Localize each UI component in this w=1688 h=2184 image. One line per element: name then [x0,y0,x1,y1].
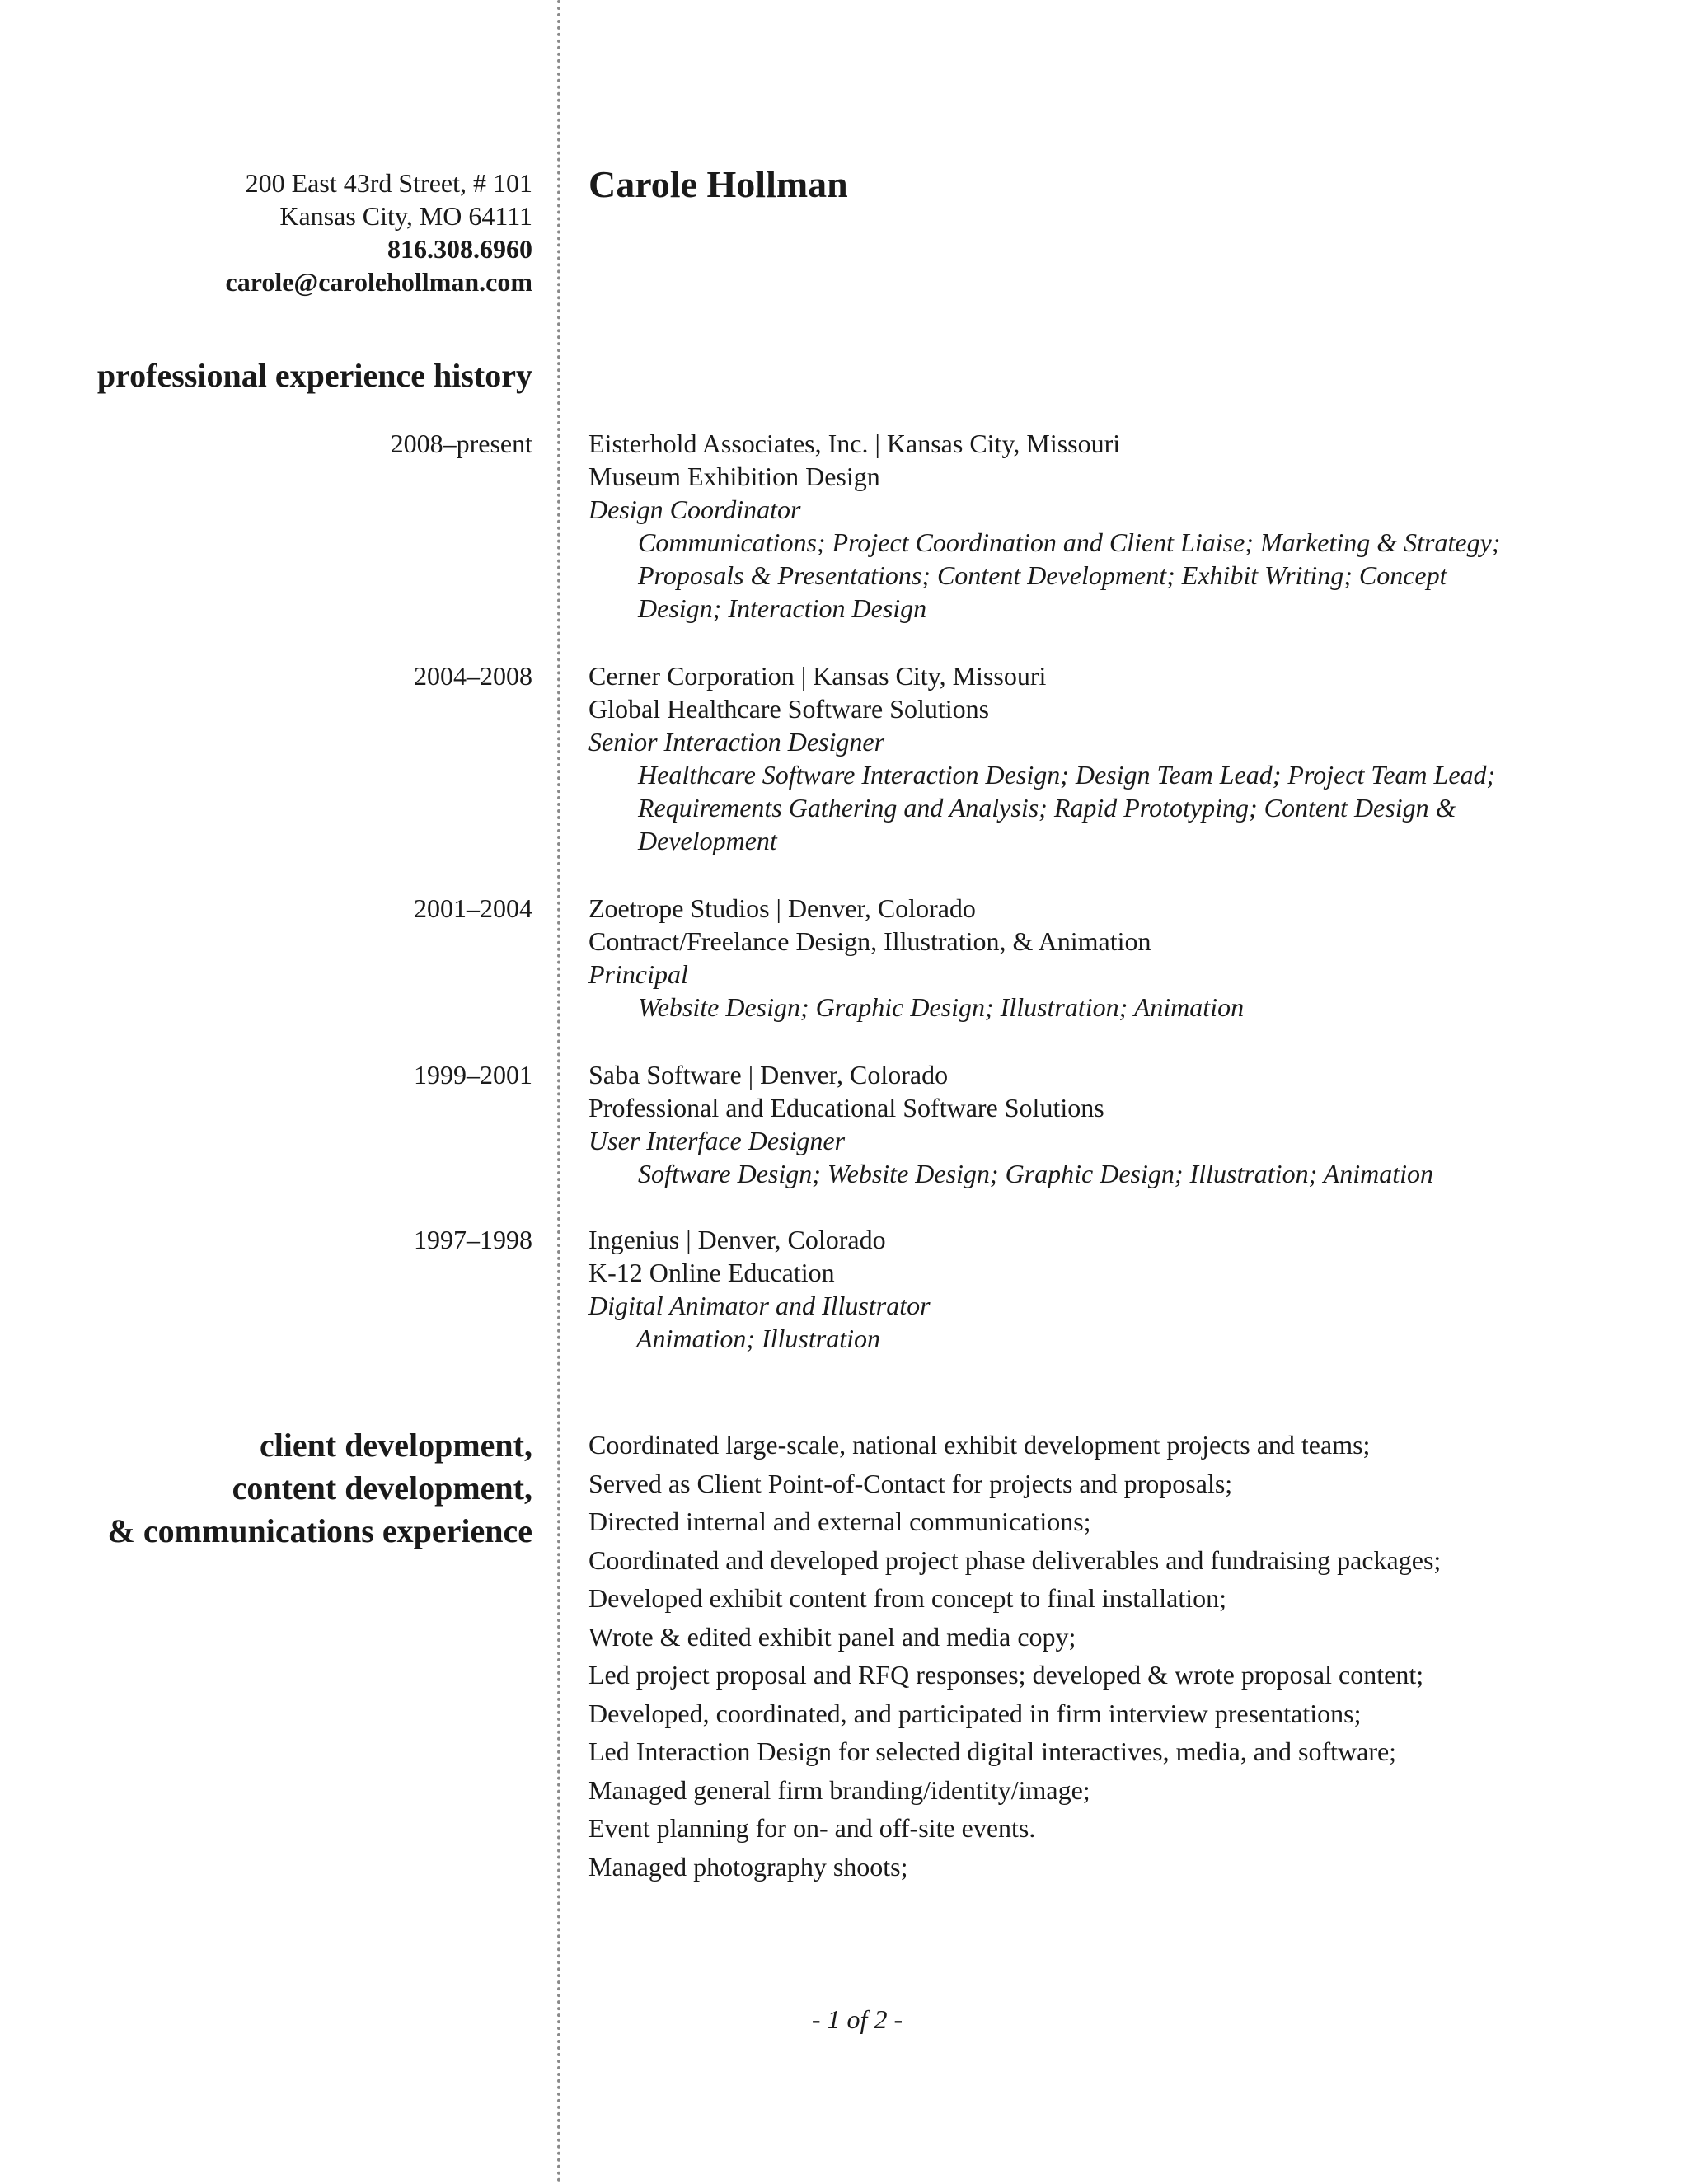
list-item: Developed, coordinated, and participated in firm interview presentations; [588,1698,1362,1728]
address-line-1: 200 East 43rd Street, # 101 [245,168,532,198]
job-years: 2001–2004 [414,893,532,923]
client-heading-line-1: client development, [259,1427,532,1464]
job-field: Contract/Freelance Design, Illustration, & Animation [588,926,1151,956]
contact-block [226,166,533,298]
job-role: User Interface Designer [588,1126,846,1155]
job-entry [588,659,1528,857]
email-address: carole@carolehollman.com [225,267,532,297]
job-duties: Software Design; Website Design; Graphic Design; Illustration; Animation [638,1159,1433,1188]
list-item: Event planning for on- and off-site events. [588,1813,1036,1843]
job-field: Global Healthcare Software Solutions [588,694,990,724]
job-entry [588,427,1528,625]
list-item: Managed photography shoots; [588,1851,908,1882]
list-item: Coordinated large-scale, national exhibit development projects and teams; [588,1430,1371,1460]
job-field: Museum Exhibition Design [588,462,880,491]
list-item: Managed general firm branding/identity/image; [588,1774,1090,1805]
client-experience-heading [108,1424,532,1553]
job-field: Professional and Educational Software Solutions [588,1093,1104,1122]
job-company: Eisterhold Associates, Inc. | Kansas City, Missouri [588,429,1121,458]
job-entry [588,892,1528,1024]
phone-number: 816.308.6960 [387,234,532,264]
job-duties: Communications; Project Coordination and Client Liaise; Marketing & Strategy; Proposals & Presentations; Content Development; Exhibit Writing; Concept Design; Interaction Design [638,527,1501,623]
job-entry [588,1223,1526,1355]
experience-heading: professional experience history [96,357,532,394]
list-item: Directed internal and external communications; [588,1507,1091,1536]
list-item: Wrote & edited exhibit panel and media copy; [588,1621,1076,1652]
client-heading-line-2: content development, [232,1469,532,1507]
list-item: Developed exhibit content from concept to final installation; [588,1583,1226,1613]
job-role: Digital Animator and Illustrator [588,1291,931,1320]
list-item: Led Interaction Design for selected digital interactives, media, and software; [588,1736,1397,1766]
job-company: Zoetrope Studios | Denver, Colorado [588,893,976,923]
job-years: 1999–2001 [414,1060,532,1090]
list-item: Served as Client Point-of-Contact for projects and proposals; [588,1468,1233,1498]
job-duties: Animation; Illustration [636,1324,880,1353]
resume-name: Carole Hollman [588,163,848,205]
client-heading-line-3: & communications experience [107,1512,532,1549]
page-number: - 1 of 2 - [811,2004,903,2034]
job-company: Saba Software | Denver, Colorado [588,1060,949,1090]
client-experience-list [588,1426,1441,1886]
job-company: Ingenius | Denver, Colorado [588,1225,886,1254]
job-company: Cerner Corporation | Kansas City, Missouri [588,661,1047,691]
job-role: Principal [588,959,688,989]
job-years: 2004–2008 [414,661,532,691]
dotted-column-divider [557,0,560,2184]
job-field: K-12 Online Education [588,1258,835,1287]
list-item: Coordinated and developed project phase deliverables and fundraising packages; [588,1544,1442,1575]
job-duties: Healthcare Software Interaction Design; Design Team Lead; Project Team Lead; Requirements Gathering and Analysis; Rapid Prototyping; Content Design & Development [638,760,1496,855]
address-line-2: Kansas City, MO 64111 [279,201,532,231]
job-years: 2008–present [390,429,532,458]
list-item: Led project proposal and RFQ responses; developed & wrote proposal content; [588,1660,1424,1690]
job-role: Senior Interaction Designer [588,727,885,757]
job-years: 1997–1998 [414,1225,532,1254]
job-entry [588,1058,1528,1190]
job-role: Design Coordinator [588,494,801,524]
job-duties: Website Design; Graphic Design; Illustration; Animation [638,992,1245,1022]
